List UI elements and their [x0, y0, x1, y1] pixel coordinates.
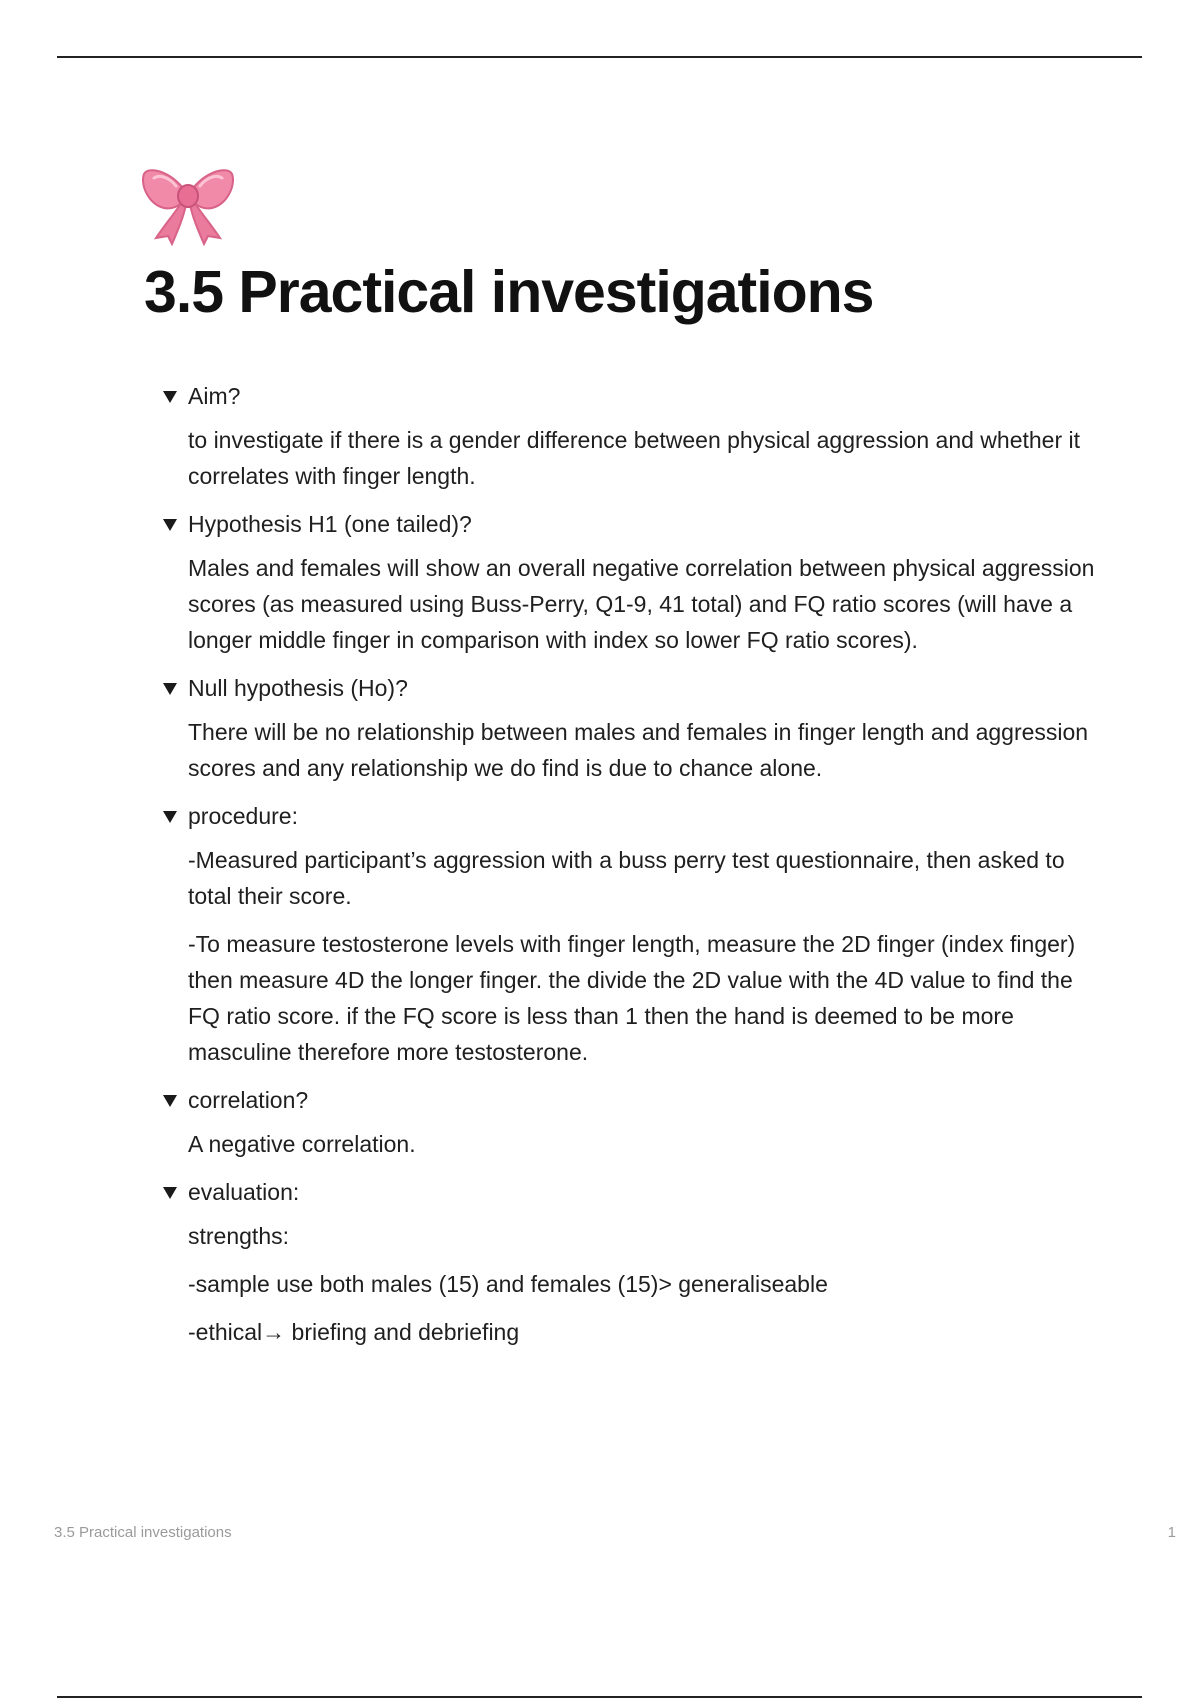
toggle-aim	[160, 378, 1100, 494]
triangle-down-icon[interactable]	[163, 811, 177, 823]
toggle-header-aim[interactable]	[160, 378, 1100, 414]
toggle-label: Null hypothesis (Ho)?	[188, 674, 408, 701]
toggle-header-null-hypothesis[interactable]	[160, 670, 1100, 706]
triangle-down-icon[interactable]	[163, 391, 177, 403]
top-divider	[57, 56, 1142, 58]
toggle-header-hypothesis[interactable]	[160, 506, 1100, 542]
toggle-procedure	[160, 798, 1100, 1070]
ribbon-bow-icon	[140, 160, 236, 246]
toggle-hypothesis	[160, 506, 1100, 658]
toggle-header-procedure[interactable]	[160, 798, 1100, 834]
toggle-evaluation	[160, 1174, 1100, 1350]
toggle-body	[160, 422, 1100, 494]
paragraph: -Measured participant’s aggression with a buss perry test questionnaire, then asked to total their score.	[188, 847, 1065, 909]
triangle-down-icon[interactable]	[163, 1187, 177, 1199]
paragraph: -ethical→ briefing and debriefing	[188, 1319, 520, 1345]
toggle-null-hypothesis	[160, 670, 1100, 786]
paragraph: to investigate if there is a gender difference between physical aggression and whether it correlates with finger length.	[188, 427, 1081, 489]
toggle-list	[160, 378, 1100, 1362]
paragraph: -sample use both males (15) and females (15)> generaliseable	[188, 1271, 828, 1297]
toggle-label: evaluation:	[188, 1178, 300, 1205]
footer-page-number: 1	[1167, 1524, 1176, 1541]
toggle-header-evaluation[interactable]	[160, 1174, 1100, 1210]
triangle-down-icon[interactable]	[163, 683, 177, 695]
triangle-down-icon[interactable]	[163, 1095, 177, 1107]
toggle-body	[160, 842, 1100, 1070]
page-title: 3.5 Practical investigations	[144, 259, 874, 325]
bottom-divider	[57, 1696, 1142, 1698]
paragraph: strengths:	[188, 1223, 289, 1249]
paragraph: Males and females will show an overall negative correlation between physical aggression scores (as measured using Buss-Perry, Q1-9, 41 total) and FQ ratio scores (will have a longer middle finger in comparison with index so lower FQ ratio scores).	[188, 555, 1095, 653]
toggle-body	[160, 1126, 1100, 1162]
toggle-body	[160, 1218, 1100, 1350]
paragraph: -To measure testosterone levels with finger length, measure the 2D finger (index finger) then measure 4D the longer finger. the divide the 2D value with the 4D value to find the FQ ratio score. if the FQ score is less than 1 then the hand is deemed to be more masculine therefore more testosterone.	[188, 931, 1076, 1065]
triangle-down-icon[interactable]	[163, 519, 177, 531]
toggle-label: procedure:	[188, 802, 298, 829]
toggle-label: correlation?	[188, 1086, 309, 1113]
toggle-header-correlation[interactable]	[160, 1082, 1100, 1118]
toggle-correlation	[160, 1082, 1100, 1162]
toggle-label: Aim?	[188, 382, 241, 409]
toggle-body	[160, 550, 1100, 658]
toggle-body	[160, 714, 1100, 786]
paragraph: There will be no relationship between males and females in finger length and aggression scores and any relationship we do find is due to chance alone.	[188, 719, 1089, 781]
paragraph: A negative correlation.	[188, 1131, 416, 1157]
toggle-label: Hypothesis H1 (one tailed)?	[188, 510, 472, 537]
footer-title: 3.5 Practical investigations	[54, 1524, 232, 1541]
